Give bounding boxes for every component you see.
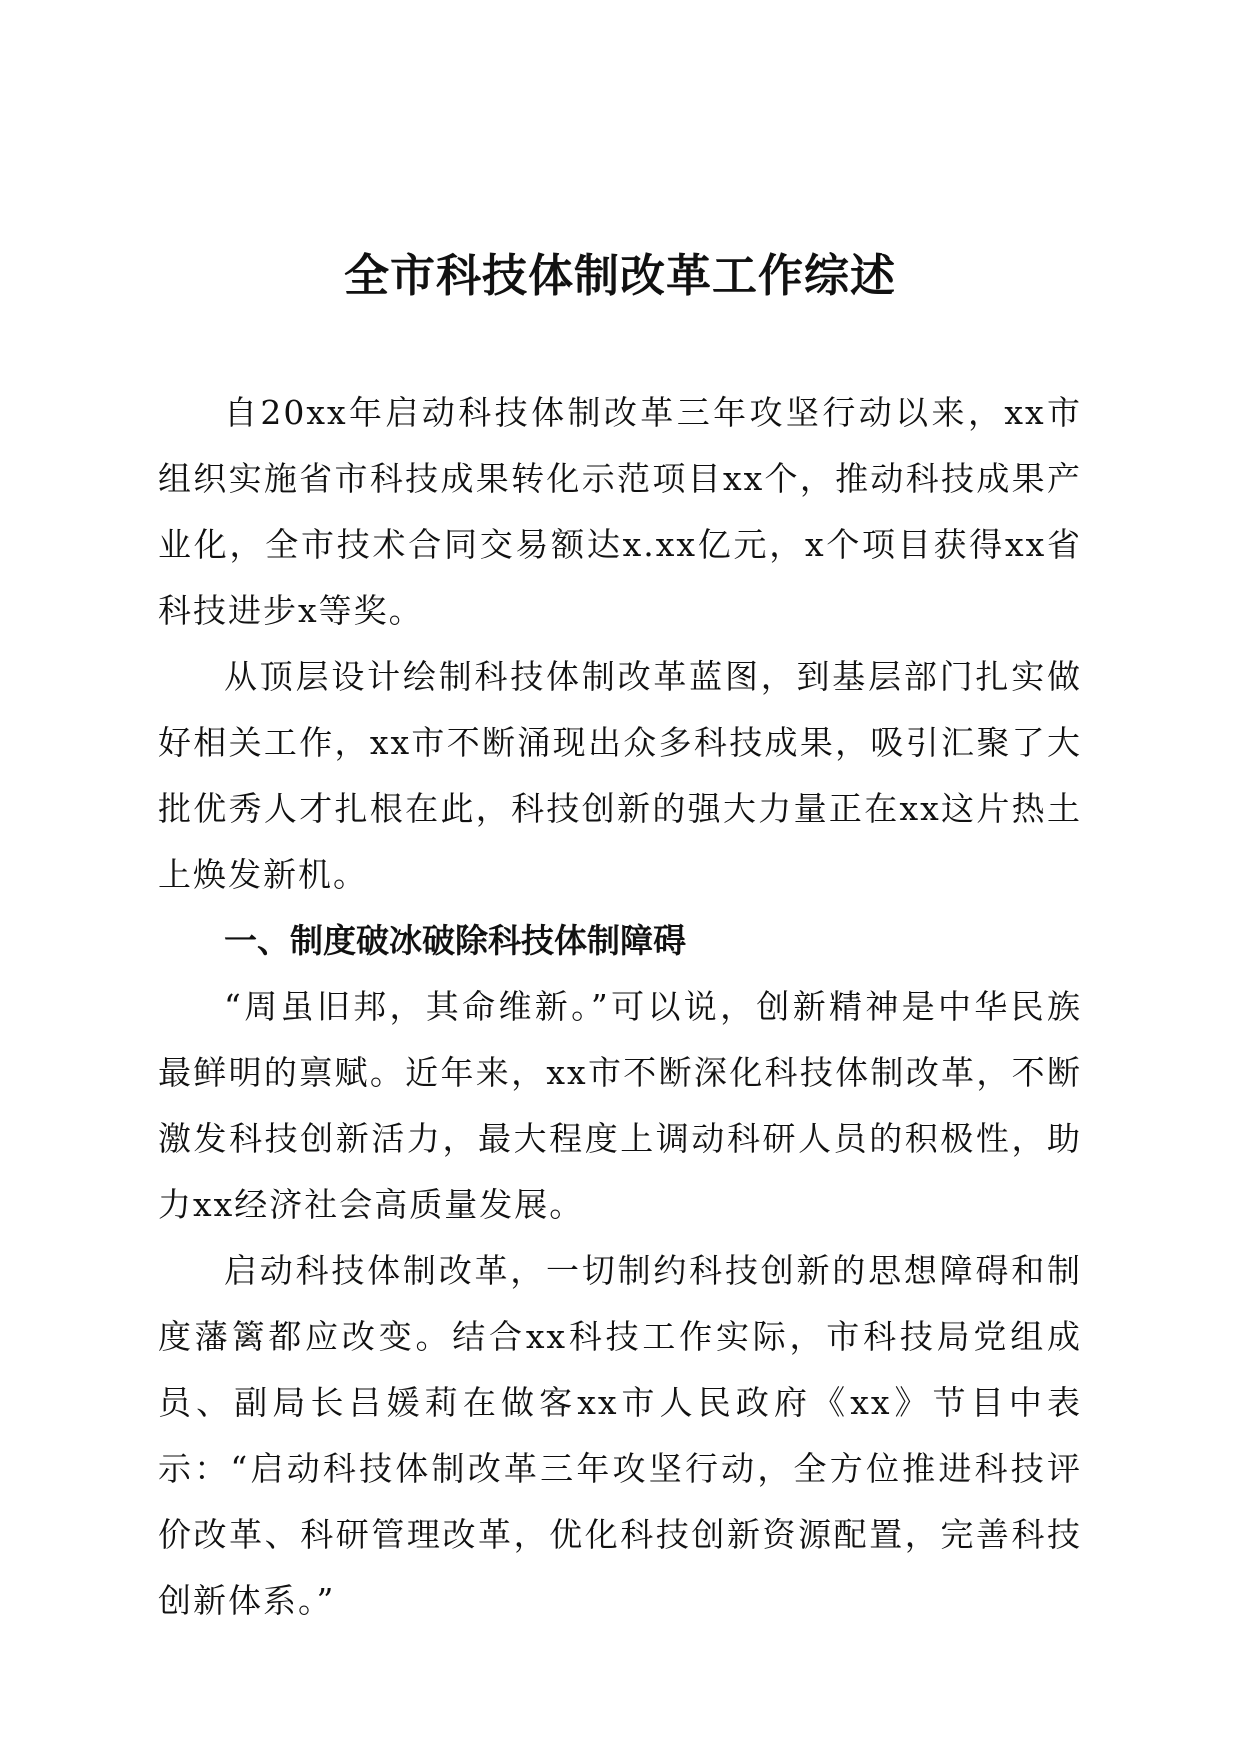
paragraph-section1-b: 启动科技体制改革，一切制约科技创新的思想障碍和制度藩篱都应改变。结合xx科技工作实际，市科技局党组成员、副局长吕媛莉在做客xx市人民政府《xx》节目中表示：“启动科技体制改革三年攻坚行动，全方位推进科技评价改革、科研管理改革，优化科技创新资源配置，完善科技创新体系。”: [158, 1251, 1082, 1620]
document-body: [158, 380, 1082, 1634]
document-title: 全市科技体制改革工作综述: [343, 249, 896, 302]
paragraph-section1-a: “周虽旧邦，其命维新。”可以说，创新精神是中华民族最鲜明的禀赋。近年来，xx市不断深化科技体制改革，不断激发科技创新活力，最大程度上调动科研人员的积极性，助力xx经济社会高质量发展。: [158, 987, 1082, 1224]
paragraph-overview: 从顶层设计绘制科技体制改革蓝图，到基层部门扎实做好相关工作，xx市不断涌现出众多科技成果，吸引汇聚了大批优秀人才扎根在此，科技创新的强大力量正在xx这片热土上焕发新机。: [158, 657, 1082, 894]
paragraph-intro: 自20xx年启动科技体制改革三年攻坚行动以来，xx市组织实施省市科技成果转化示范项目xx个，推动科技成果产业化，全市技术合同交易额达x.xx亿元，x个项目获得xx省科技进步x等奖。: [158, 393, 1082, 630]
section-heading: 一、制度破冰破除科技体制障碍: [224, 921, 686, 960]
